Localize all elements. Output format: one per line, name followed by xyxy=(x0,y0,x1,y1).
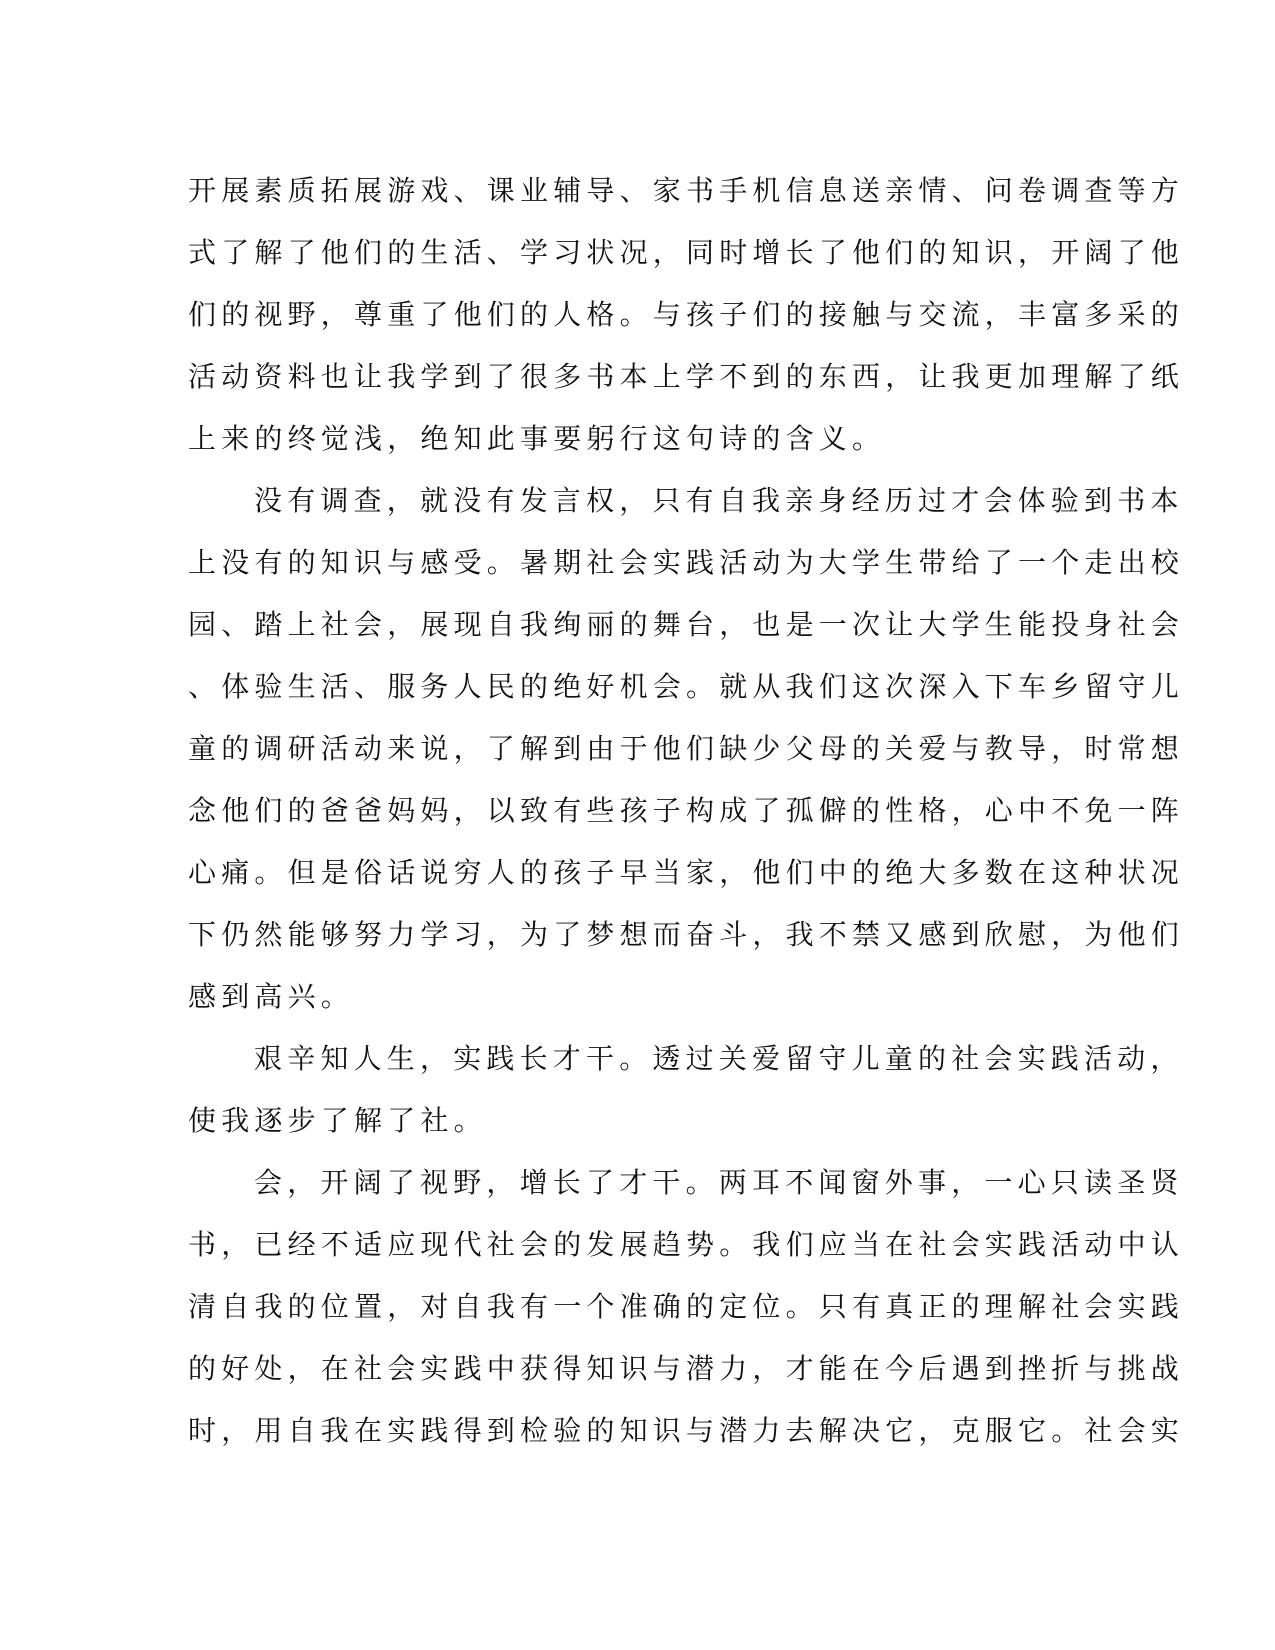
text-line: 园、踏上社会，展现自我绚丽的舞台，也是一次让大学生能投身社会 xyxy=(188,608,1185,641)
text-line: 书，已经不适应现代社会的发展趋势。我们应当在社会实践活动中认 xyxy=(188,1228,1185,1261)
text-line: 活动资料也让我学到了很多书本上学不到的东西，让我更加理解了纸 xyxy=(188,360,1185,393)
text-line: 下仍然能够努力学习，为了梦想而奋斗，我不禁又感到欣慰，为他们 xyxy=(188,918,1185,951)
text-line: 开展素质拓展游戏、课业辅导、家书手机信息送亲情、问卷调查等方 xyxy=(188,174,1185,207)
text-line: 艰辛知人生，实践长才干。透过关爱留守儿童的社会实践活动， xyxy=(254,1042,1184,1075)
text-line: 上来的终觉浅，绝知此事要躬行这句诗的含义。 xyxy=(188,422,886,455)
text-line: 清自我的位置，对自我有一个准确的定位。只有真正的理解社会实践 xyxy=(188,1290,1185,1323)
text-line: 念他们的爸爸妈妈，以致有些孩子构成了孤僻的性格，心中不免一阵 xyxy=(188,794,1185,827)
text-line: 童的调研活动来说，了解到由于他们缺少父母的关爱与教导，时常想 xyxy=(188,732,1185,765)
body-text xyxy=(188,160,1185,1462)
text-line: 使我逐步了解了社。 xyxy=(188,1104,487,1137)
text-line: 式了解了他们的生活、学习状况，同时增长了他们的知识，开阔了他 xyxy=(188,236,1185,269)
text-line: 、体验生活、服务人民的绝好机会。就从我们这次深入下车乡留守儿 xyxy=(188,670,1185,703)
text-line: 上没有的知识与感受。暑期社会实践活动为大学生带给了一个走出校 xyxy=(188,546,1185,579)
text-line: 的好处，在社会实践中获得知识与潜力，才能在今后遇到挫折与挑战 xyxy=(188,1352,1185,1385)
text-line: 时，用自我在实践得到检验的知识与潜力去解决它，克服它。社会实 xyxy=(188,1414,1185,1447)
text-line: 会，开阔了视野，增长了才干。两耳不闻窗外事，一心只读圣贤 xyxy=(254,1166,1184,1199)
text-line: 们的视野，尊重了他们的人格。与孩子们的接触与交流，丰富多采的 xyxy=(188,298,1185,331)
text-line: 没有调查，就没有发言权，只有自我亲身经历过才会体验到书本 xyxy=(254,484,1184,517)
text-line: 心痛。但是俗话说穷人的孩子早当家，他们中的绝大多数在这种状况 xyxy=(188,856,1185,889)
text-line: 感到高兴。 xyxy=(188,980,355,1013)
